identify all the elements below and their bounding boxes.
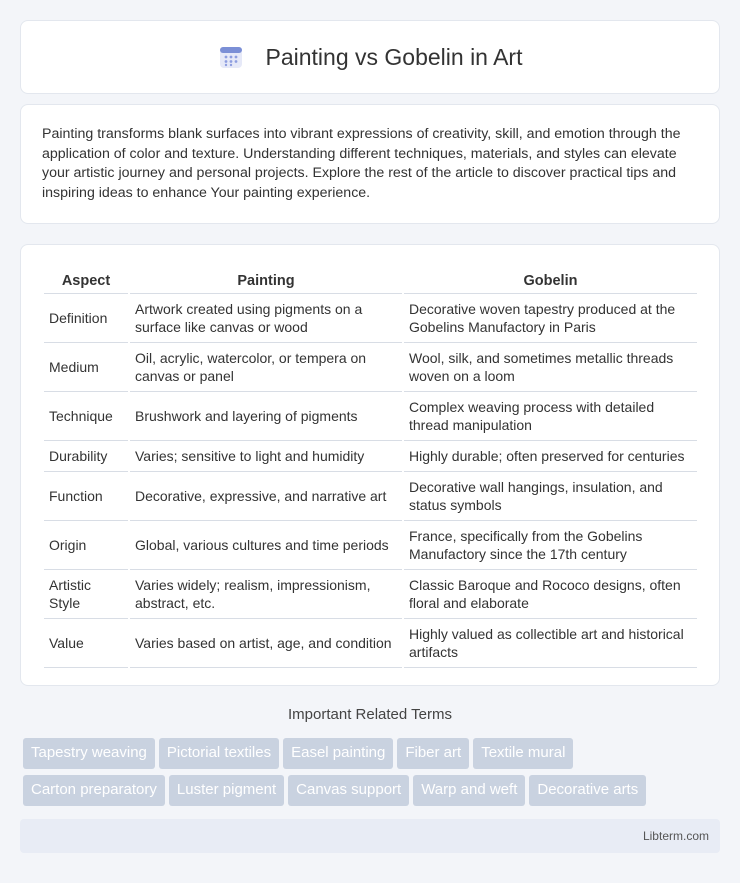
- row-gobelin: France, specifically from the Gobelins Manufactory since the 17th century: [404, 521, 697, 570]
- term-tag[interactable]: Textile mural: [473, 738, 573, 769]
- intro-text: Painting transforms blank surfaces into vibrant expressions of creativity, skill, and emotion through the application of color and texture. Understanding different techniques, materials, and styles can elevate your artistic journey and personal projects. Explore the rest of the article to discover practical tips and inspiring ideas to enhance Your painting experience.: [42, 126, 681, 201]
- term-tag[interactable]: Carton preparatory: [23, 775, 165, 806]
- table-row: [44, 570, 697, 619]
- row-painting: Brushwork and layering of pigments: [130, 392, 402, 441]
- row-painting: Global, various cultures and time periods: [130, 521, 402, 570]
- term-tag[interactable]: Easel painting: [283, 738, 393, 769]
- row-gobelin: Complex weaving process with detailed thread manipulation: [404, 392, 697, 441]
- row-aspect: Medium: [44, 343, 128, 392]
- related-terms-list: [23, 738, 723, 812]
- comparison-card: [20, 244, 720, 686]
- row-painting: Oil, acrylic, watercolor, or tempera on canvas or panel: [130, 343, 402, 392]
- row-gobelin: Classic Baroque and Rococo designs, often floral and elaborate: [404, 570, 697, 619]
- term-tag[interactable]: Canvas support: [288, 775, 409, 806]
- footer-link[interactable]: Libterm.com: [642, 829, 709, 843]
- page-title: Painting vs Gobelin in Art: [265, 43, 523, 70]
- table-row: [44, 392, 697, 441]
- term-tag[interactable]: Luster pigment: [169, 775, 284, 806]
- row-aspect: Value: [44, 619, 128, 668]
- related-terms-title: Important Related Terms: [288, 706, 452, 723]
- row-gobelin: Highly valued as collectible art and historical artifacts: [404, 619, 697, 668]
- row-aspect: Durability: [44, 441, 128, 472]
- term-tag[interactable]: Decorative arts: [529, 775, 646, 806]
- row-gobelin: Decorative wall hangings, insulation, and status symbols: [404, 472, 697, 521]
- calendar-grid-icon: [218, 44, 244, 70]
- row-aspect: Artistic Style: [44, 570, 128, 619]
- header-painting: Painting: [130, 265, 402, 294]
- term-tag[interactable]: Warp and weft: [413, 775, 525, 806]
- row-painting: Decorative, expressive, and narrative art: [130, 472, 402, 521]
- table-row: [44, 441, 697, 472]
- term-tag[interactable]: Tapestry weaving: [23, 738, 155, 769]
- table-row: [44, 343, 697, 392]
- header-aspect: Aspect: [44, 265, 128, 294]
- row-aspect: Function: [44, 472, 128, 521]
- row-aspect: Definition: [44, 294, 128, 343]
- table-row: [44, 294, 697, 343]
- row-aspect: Origin: [44, 521, 128, 570]
- header-gobelin: Gobelin: [404, 265, 697, 294]
- row-gobelin: Highly durable; often preserved for centuries: [404, 441, 697, 472]
- row-painting: Varies; sensitive to light and humidity: [130, 441, 402, 472]
- term-tag[interactable]: Fiber art: [397, 738, 469, 769]
- row-gobelin: Decorative woven tapestry produced at the Gobelins Manufactory in Paris: [404, 294, 697, 343]
- table-row: [44, 472, 697, 521]
- row-painting: Varies widely; realism, impressionism, abstract, etc.: [130, 570, 402, 619]
- row-aspect: Technique: [44, 392, 128, 441]
- comparison-table: [42, 265, 699, 668]
- term-tag[interactable]: Pictorial textiles: [159, 738, 279, 769]
- row-painting: Artwork created using pigments on a surface like canvas or wood: [130, 294, 402, 343]
- title-card: [20, 20, 720, 94]
- intro-card: [20, 104, 720, 224]
- footer: [20, 819, 720, 853]
- row-gobelin: Wool, silk, and sometimes metallic threads woven on a loom: [404, 343, 697, 392]
- table-row: [44, 521, 697, 570]
- row-painting: Varies based on artist, age, and condition: [130, 619, 402, 668]
- table-row: [44, 619, 697, 668]
